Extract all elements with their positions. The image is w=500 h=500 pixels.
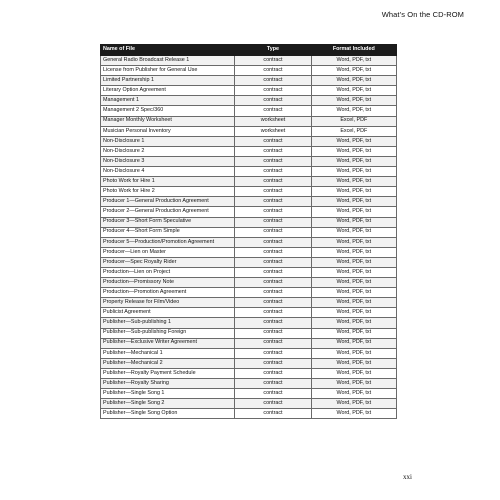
table-header-row xyxy=(101,45,397,56)
file-name-cell: Literary Option Agreement xyxy=(101,86,235,96)
file-name-cell: Photo Work for Hire 1 xyxy=(101,177,235,187)
file-name-cell: Production—Lien on Project xyxy=(101,267,235,277)
running-head: What’s On the CD-ROM xyxy=(381,10,464,19)
file-name-cell: Musician Personal Inventory xyxy=(101,126,235,136)
file-name-cell: Production—Promissory Note xyxy=(101,278,235,288)
table-row xyxy=(101,298,397,308)
table-row xyxy=(101,368,397,378)
file-format-cell: Word, PDF, txt xyxy=(311,96,396,106)
file-name-cell: Publisher—Mechanical 1 xyxy=(101,348,235,358)
file-name-cell: Manager Monthly Worksheet xyxy=(101,116,235,126)
table-row xyxy=(101,247,397,257)
file-type-cell: contract xyxy=(235,136,311,146)
file-type-cell: contract xyxy=(235,328,311,338)
table-row xyxy=(101,257,397,267)
file-type-cell: contract xyxy=(235,308,311,318)
table-row xyxy=(101,328,397,338)
file-type-cell: contract xyxy=(235,379,311,389)
file-type-cell: contract xyxy=(235,338,311,348)
file-name-cell: Publisher—Sub-publishing 1 xyxy=(101,318,235,328)
file-format-cell: Word, PDF, txt xyxy=(311,227,396,237)
file-name-cell: Publisher—Single Song Option xyxy=(101,409,235,419)
file-name-cell: Publisher—Exclusive Writer Agreement xyxy=(101,338,235,348)
file-type-cell: contract xyxy=(235,278,311,288)
file-name-cell: Limited Partnership 1 xyxy=(101,76,235,86)
file-name-cell: Non-Disclosure 3 xyxy=(101,156,235,166)
file-type-cell: contract xyxy=(235,237,311,247)
file-name-cell: Non-Disclosure 2 xyxy=(101,146,235,156)
file-name-cell: Non-Disclosure 1 xyxy=(101,136,235,146)
file-format-cell: Word, PDF, txt xyxy=(311,177,396,187)
table-row xyxy=(101,409,397,419)
file-format-cell: Word, PDF, txt xyxy=(311,278,396,288)
table-row xyxy=(101,126,397,136)
file-type-cell: contract xyxy=(235,86,311,96)
file-type-cell: contract xyxy=(235,146,311,156)
table-row xyxy=(101,348,397,358)
table-row xyxy=(101,86,397,96)
file-name-cell: Producer 3—Short Form Speculative xyxy=(101,217,235,227)
file-format-cell: Word, PDF, txt xyxy=(311,187,396,197)
file-type-cell: contract xyxy=(235,106,311,116)
file-format-cell: Word, PDF, txt xyxy=(311,66,396,76)
table-row xyxy=(101,399,397,409)
file-format-cell: Word, PDF, txt xyxy=(311,358,396,368)
table-row xyxy=(101,177,397,187)
table-row xyxy=(101,116,397,126)
file-type-cell: contract xyxy=(235,288,311,298)
file-name-cell: Management 1 xyxy=(101,96,235,106)
file-format-cell: Word, PDF, txt xyxy=(311,338,396,348)
file-name-cell: Producer 1—General Production Agreement xyxy=(101,197,235,207)
file-name-cell: Publisher—Sub-publishing Foreign xyxy=(101,328,235,338)
column-header-name: Name of File xyxy=(101,45,235,56)
cd-rom-file-table xyxy=(100,44,397,419)
table-row xyxy=(101,106,397,116)
file-name-cell: Publisher—Single Song 2 xyxy=(101,399,235,409)
file-format-cell: Word, PDF, txt xyxy=(311,288,396,298)
table-row xyxy=(101,338,397,348)
table-row xyxy=(101,197,397,207)
file-type-cell: contract xyxy=(235,56,311,66)
file-format-cell: Word, PDF, txt xyxy=(311,167,396,177)
file-name-cell: Publicist Agreement xyxy=(101,308,235,318)
file-format-cell: Word, PDF, txt xyxy=(311,146,396,156)
file-type-cell: contract xyxy=(235,389,311,399)
table-row xyxy=(101,227,397,237)
file-name-cell: Property Release for Film/Video xyxy=(101,298,235,308)
file-type-cell: contract xyxy=(235,358,311,368)
file-format-cell: Word, PDF, txt xyxy=(311,267,396,277)
page-number: xxi xyxy=(403,473,412,481)
file-type-cell: contract xyxy=(235,217,311,227)
table-row xyxy=(101,207,397,217)
file-name-cell: Publisher—Single Song 1 xyxy=(101,389,235,399)
file-type-cell: contract xyxy=(235,66,311,76)
table-row xyxy=(101,278,397,288)
file-format-cell: Word, PDF, txt xyxy=(311,318,396,328)
table-body xyxy=(101,56,397,419)
table-row xyxy=(101,96,397,106)
table-row xyxy=(101,237,397,247)
file-format-cell: Word, PDF, txt xyxy=(311,308,396,318)
file-type-cell: contract xyxy=(235,227,311,237)
table-row xyxy=(101,358,397,368)
file-format-cell: Excel, PDF xyxy=(311,116,396,126)
file-format-cell: Word, PDF, txt xyxy=(311,389,396,399)
file-type-cell: worksheet xyxy=(235,126,311,136)
table-row xyxy=(101,66,397,76)
file-type-cell: contract xyxy=(235,298,311,308)
table-row xyxy=(101,389,397,399)
column-header-type: Type xyxy=(235,45,311,56)
table-row xyxy=(101,146,397,156)
table-row xyxy=(101,217,397,227)
file-type-cell: contract xyxy=(235,348,311,358)
file-type-cell: contract xyxy=(235,318,311,328)
file-name-cell: Photo Work for Hire 2 xyxy=(101,187,235,197)
file-format-cell: Word, PDF, txt xyxy=(311,156,396,166)
file-format-cell: Word, PDF, txt xyxy=(311,399,396,409)
table-row xyxy=(101,56,397,66)
file-format-cell: Word, PDF, txt xyxy=(311,76,396,86)
file-name-cell: License from Publisher for General Use xyxy=(101,66,235,76)
file-format-cell: Word, PDF, txt xyxy=(311,379,396,389)
table-row xyxy=(101,308,397,318)
file-type-cell: contract xyxy=(235,257,311,267)
file-format-cell: Word, PDF, txt xyxy=(311,257,396,267)
file-format-cell: Excel, PDF xyxy=(311,126,396,136)
file-name-cell: Producer—Spec Royalty Rider xyxy=(101,257,235,267)
table-row xyxy=(101,187,397,197)
file-name-cell: Producer 5—Production/Promotion Agreement xyxy=(101,237,235,247)
file-name-cell: Producer 4—Short Form Simple xyxy=(101,227,235,237)
file-type-cell: contract xyxy=(235,96,311,106)
file-format-cell: Word, PDF, txt xyxy=(311,298,396,308)
table-row xyxy=(101,167,397,177)
file-format-cell: Word, PDF, txt xyxy=(311,197,396,207)
file-type-cell: contract xyxy=(235,368,311,378)
file-format-cell: Word, PDF, txt xyxy=(311,237,396,247)
file-format-cell: Word, PDF, txt xyxy=(311,136,396,146)
file-format-cell: Word, PDF, txt xyxy=(311,348,396,358)
file-name-cell: Publisher—Royalty Payment Schedule xyxy=(101,368,235,378)
file-type-cell: contract xyxy=(235,156,311,166)
table-row xyxy=(101,379,397,389)
file-name-cell: Production—Promotion Agreement xyxy=(101,288,235,298)
file-name-cell: Publisher—Mechanical 2 xyxy=(101,358,235,368)
file-format-cell: Word, PDF, txt xyxy=(311,217,396,227)
file-type-cell: worksheet xyxy=(235,116,311,126)
table-row xyxy=(101,136,397,146)
table-row xyxy=(101,318,397,328)
file-type-cell: contract xyxy=(235,197,311,207)
table-row xyxy=(101,267,397,277)
column-header-format: Format Included xyxy=(311,45,396,56)
file-format-cell: Word, PDF, txt xyxy=(311,247,396,257)
file-name-cell: Producer—Lien on Master xyxy=(101,247,235,257)
file-format-cell: Word, PDF, txt xyxy=(311,368,396,378)
file-format-cell: Word, PDF, txt xyxy=(311,106,396,116)
file-type-cell: contract xyxy=(235,247,311,257)
file-type-cell: contract xyxy=(235,399,311,409)
table-row xyxy=(101,288,397,298)
file-format-cell: Word, PDF, txt xyxy=(311,56,396,66)
file-name-cell: Non-Disclosure 4 xyxy=(101,167,235,177)
table-row xyxy=(101,156,397,166)
file-type-cell: contract xyxy=(235,207,311,217)
file-type-cell: contract xyxy=(235,409,311,419)
file-format-cell: Word, PDF, txt xyxy=(311,409,396,419)
file-type-cell: contract xyxy=(235,76,311,86)
file-name-cell: Producer 2—General Production Agreement xyxy=(101,207,235,217)
file-type-cell: contract xyxy=(235,177,311,187)
file-name-cell: General Radio Broadcast Release 1 xyxy=(101,56,235,66)
file-type-cell: contract xyxy=(235,187,311,197)
file-format-cell: Word, PDF, txt xyxy=(311,86,396,96)
file-type-cell: contract xyxy=(235,267,311,277)
file-name-cell: Publisher—Royalty Sharing xyxy=(101,379,235,389)
table-row xyxy=(101,76,397,86)
file-name-cell: Management 2 Spec/360 xyxy=(101,106,235,116)
file-format-cell: Word, PDF, txt xyxy=(311,207,396,217)
file-type-cell: contract xyxy=(235,167,311,177)
file-format-cell: Word, PDF, txt xyxy=(311,328,396,338)
